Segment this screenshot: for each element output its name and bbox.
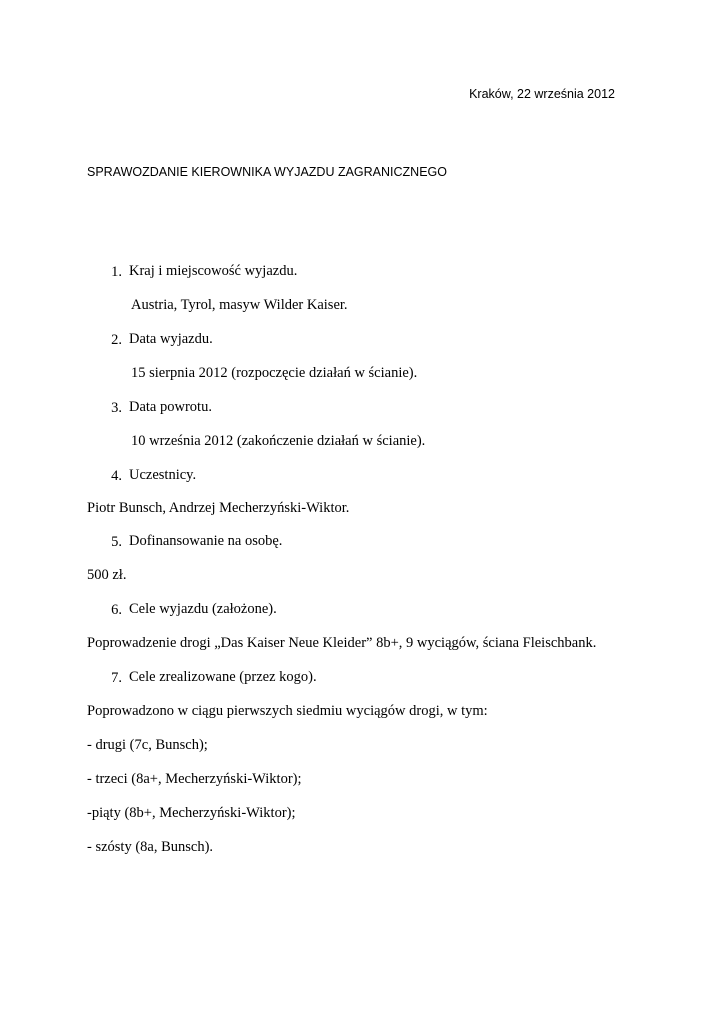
item-answer: 10 września 2012 (zakończenie działań w ścianie). [131,433,426,449]
item-number: 5. [111,534,122,550]
item-answer: 500 zł. [87,567,127,583]
place-date: Kraków, 22 września 2012 [469,87,615,101]
document-title: SPRAWOZDANIE KIEROWNIKA WYJAZDU ZAGRANICZNEGO [87,165,447,179]
item-label: Data wyjazdu. [129,331,213,347]
item-number: 7. [111,670,122,686]
item-answer: Poprowadzono w ciągu pierwszych siedmiu wyciągów drogi, w tym: [87,703,488,719]
item-answer: Piotr Bunsch, Andrzej Mecherzyński-Wiktor. [87,500,350,516]
item-label: Kraj i miejscowość wyjazdu. [129,263,298,279]
item-number: 2. [111,332,122,348]
item-label: Uczestnicy. [129,467,197,483]
item-answer: Austria, Tyrol, masyw Wilder Kaiser. [131,297,348,313]
item-label: Cele zrealizowane (przez kogo). [129,669,317,685]
item-number: 4. [111,468,122,484]
realized-list-item: - szósty (8a, Bunsch). [87,839,214,855]
item-number: 6. [111,602,122,618]
item-label: Data powrotu. [129,399,212,415]
realized-list-item: - trzeci (8a+, Mecherzyński-Wiktor); [87,771,302,787]
item-answer: Poprowadzenie drogi „Das Kaiser Neue Kleider” 8b+, 9 wyciągów, ściana Fleischbank. [87,635,597,651]
item-label: Dofinansowanie na osobę. [129,533,283,549]
realized-list-item: -piąty (8b+, Mecherzyński-Wiktor); [87,805,296,821]
item-number: 1. [111,264,122,280]
item-number: 3. [111,400,122,416]
item-answer: 15 sierpnia 2012 (rozpoczęcie działań w ścianie). [131,365,418,381]
item-label: Cele wyjazdu (założone). [129,601,277,617]
realized-list-item: - drugi (7c, Bunsch); [87,737,208,753]
